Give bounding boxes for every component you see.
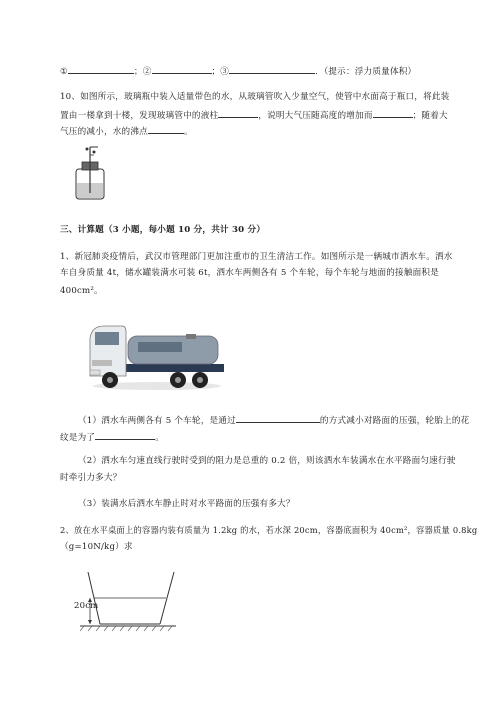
q10-line2-text-a: 置由一楼拿到十楼，发现玻璃管中的液柱	[60, 111, 219, 121]
section3-heading: 三、计算题（3 小题，每小题 10 分，共计 30 分）	[60, 225, 266, 235]
q9-blank1	[68, 63, 134, 74]
p1-sub1-blank1	[236, 412, 320, 423]
q9-sep2: ；③	[211, 67, 230, 77]
q10-line1: 10、如图所示，玻璃瓶中装入适量带色的水，从玻璃管吹入少量空气，使管中水面高于瓶口，将此装	[60, 92, 450, 102]
q9-hint: ．（提示：浮力质量体积）	[315, 67, 417, 77]
p1-line2: 车自身质量 4t，储水罐装满水可装 6t，洒水车两侧各有 5 个车轮，每个车轮与地面的接触面积是	[60, 268, 439, 278]
q10-line3-text-a: 气压的减小，水的沸点	[60, 127, 148, 137]
p1-sub1-text-a: （1）洒水车两侧各有 5 个车轮，是通过	[78, 416, 236, 426]
p1-sub1-text-d: 。	[155, 433, 164, 443]
q10-line3-text-b: 。	[183, 127, 193, 137]
depth-label: 20cm	[74, 601, 99, 611]
q9-sep1: ；②	[133, 67, 152, 77]
q10-line2-text-b: ，说明大气压随高度的增加而	[258, 111, 373, 121]
bottle-figure	[72, 143, 122, 203]
p1-sub1-line1	[78, 412, 469, 427]
q9-answer-line	[60, 63, 416, 78]
q10-line2	[60, 107, 448, 122]
q9-blank2	[152, 63, 212, 74]
p1-sub2-line1: （2）洒水车匀速直线行驶时受到的阻力是总重的 0.2 倍，则该洒水车装满水在水平路面匀速行驶	[78, 456, 456, 466]
q10-blank-pressure	[373, 107, 413, 118]
p1-sub2-line2: 时牵引力多大？	[60, 473, 122, 483]
p1-line3: 400cm²。	[60, 286, 103, 296]
p1-sub1-text-b: 的方式减小对路面的压强，轮胎上的花	[319, 416, 470, 426]
q9-blank1-label: ①	[60, 67, 68, 77]
p1-sub3: （3）装满水后洒水车静止时对水平路面的压强有多大？	[78, 499, 295, 509]
p1-sub1-line2	[60, 429, 164, 444]
q10-line3	[60, 123, 193, 138]
water-truck-figure	[82, 320, 232, 392]
p2-line1: 2、放在水平桌面上的容器内装有质量为 1.2kg 的水，若水深 20cm，容器底面积为 40cm²，容器质量 0.8kg	[60, 525, 478, 535]
p1-line1: 1、新冠肺炎疫情后，武汉市管理部门更加注重市的卫生清洁工作。如图所示是一辆城市洒水车。洒水	[60, 252, 453, 262]
q10-line2-text-c: ；随着大	[412, 111, 448, 121]
q9-blank3	[229, 63, 315, 74]
p1-sub1-blank2	[95, 429, 155, 440]
q10-blank-boiling	[148, 123, 184, 134]
q10-blank-liquid	[218, 107, 258, 118]
p1-sub1-text-c: 纹是为了	[60, 433, 96, 443]
p2-line2: （g=10N/kg）求	[60, 542, 133, 552]
